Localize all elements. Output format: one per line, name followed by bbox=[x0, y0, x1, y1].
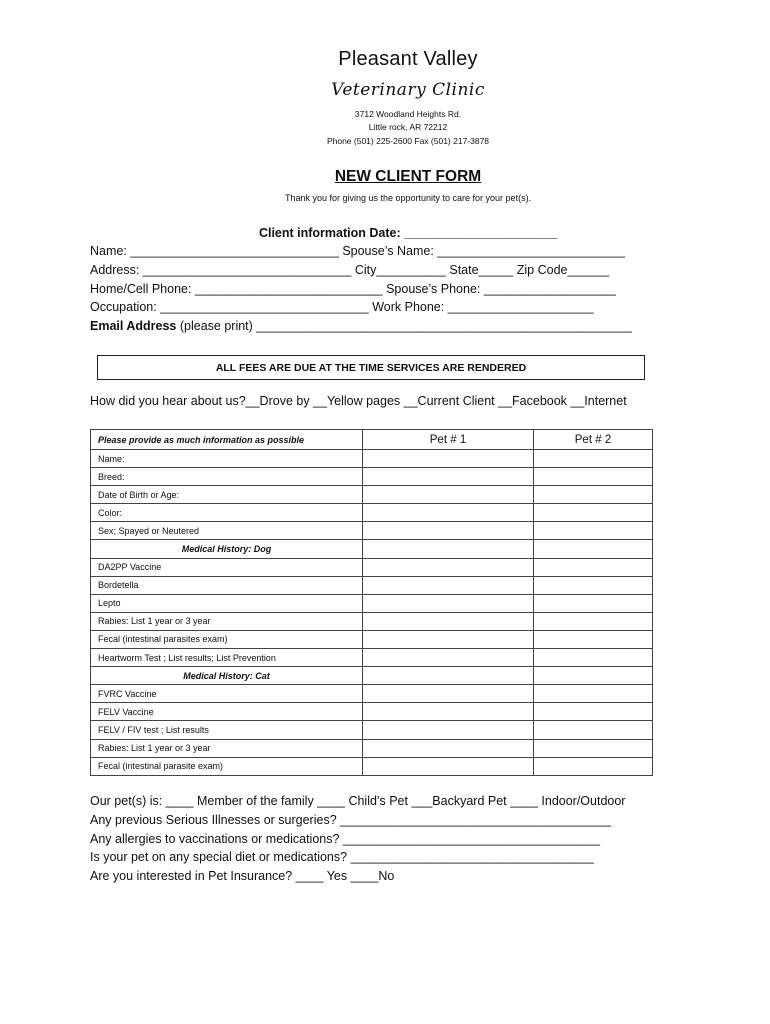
occupation-field[interactable]: Occupation: ______________________________ Work Phone: _____________________ bbox=[90, 300, 594, 314]
pet2-cell[interactable] bbox=[534, 486, 653, 504]
illness-question[interactable]: Any previous Serious Illnesses or surgeries? _______________________________________ bbox=[90, 813, 612, 827]
table-row bbox=[91, 594, 653, 612]
section-label-cat: Medical History: Cat bbox=[91, 667, 363, 685]
pet2-cell[interactable] bbox=[534, 721, 653, 739]
pet2-cell[interactable] bbox=[534, 558, 653, 576]
table-row bbox=[91, 739, 653, 757]
pet1-cell bbox=[363, 667, 534, 685]
pet1-cell[interactable] bbox=[363, 685, 534, 703]
pet2-cell[interactable] bbox=[534, 649, 653, 667]
row-label: Color: bbox=[91, 504, 363, 522]
row-label: Bordetella bbox=[91, 576, 363, 594]
pet1-cell[interactable] bbox=[363, 703, 534, 721]
client-info-date-field[interactable]: Client information Date: ______________________ bbox=[258, 226, 558, 240]
email-field[interactable] bbox=[90, 319, 632, 333]
phone-field[interactable]: Home/Cell Phone: ___________________________ Spouse’s Phone: ___________________ bbox=[90, 282, 616, 296]
table-row bbox=[91, 486, 653, 504]
table-row bbox=[91, 450, 653, 468]
pet1-cell[interactable] bbox=[363, 468, 534, 486]
table-row bbox=[91, 649, 653, 667]
table-instruction-header: Please provide as much information as possible bbox=[91, 430, 363, 450]
clinic-subtitle: Veterinary Clinic bbox=[331, 80, 485, 100]
clinic-phone-fax: Phone (501) 225-2600 Fax (501) 217-3878 bbox=[326, 136, 490, 146]
table-row bbox=[91, 630, 653, 648]
row-label: Rabies: List 1 year or 3 year bbox=[91, 739, 363, 757]
pet2-cell[interactable] bbox=[534, 522, 653, 540]
row-label: Fecal (intestinal parasites exam) bbox=[91, 630, 363, 648]
pet1-cell[interactable] bbox=[363, 739, 534, 757]
address-field[interactable]: Address: ______________________________ City__________ State_____ Zip Code______ bbox=[90, 263, 610, 277]
pet1-cell[interactable] bbox=[363, 721, 534, 739]
referral-source-field[interactable]: How did you hear about us?__Drove by __Yellow pages __Current Client __Facebook __Internet bbox=[90, 394, 627, 408]
table-row bbox=[91, 504, 653, 522]
section-row-dog bbox=[91, 540, 653, 558]
table-row bbox=[91, 558, 653, 576]
pet-role-question[interactable]: Our pet(s) is: ____ Member of the family ____ Child’s Pet ___Backyard Pet ____ Indoor/Outdoor bbox=[90, 794, 626, 808]
pet1-cell[interactable] bbox=[363, 504, 534, 522]
pet1-cell[interactable] bbox=[363, 522, 534, 540]
pet1-cell[interactable] bbox=[363, 450, 534, 468]
clinic-address-line: 3712 Woodland Heights Rd. bbox=[354, 109, 462, 119]
pet1-cell[interactable] bbox=[363, 630, 534, 648]
pet1-cell[interactable] bbox=[363, 757, 534, 775]
pet2-cell[interactable] bbox=[534, 739, 653, 757]
pet1-cell[interactable] bbox=[363, 594, 534, 612]
row-label: FELV / FIV test ; List results bbox=[91, 721, 363, 739]
insurance-question[interactable]: Are you interested in Pet Insurance? ____ Yes ____No bbox=[90, 869, 395, 883]
pet2-cell[interactable] bbox=[534, 594, 653, 612]
form-title: NEW CLIENT FORM bbox=[334, 168, 482, 185]
pet2-header: Pet # 2 bbox=[534, 430, 653, 450]
row-label: Breed: bbox=[91, 468, 363, 486]
row-label: Name: bbox=[91, 450, 363, 468]
pet-info-rows bbox=[91, 450, 653, 776]
pet1-cell bbox=[363, 540, 534, 558]
row-label: Date of Birth or Age: bbox=[91, 486, 363, 504]
pet2-cell[interactable] bbox=[534, 703, 653, 721]
fees-notice: ALL FEES ARE DUE AT THE TIME SERVICES ARE RENDERED bbox=[97, 355, 645, 380]
pet1-cell[interactable] bbox=[363, 649, 534, 667]
table-header-row bbox=[91, 430, 653, 450]
row-label: FVRC Vaccine bbox=[91, 685, 363, 703]
row-label: Lepto bbox=[91, 594, 363, 612]
table-row bbox=[91, 685, 653, 703]
row-label: FELV Vaccine bbox=[91, 703, 363, 721]
pet2-cell[interactable] bbox=[534, 757, 653, 775]
table-row bbox=[91, 468, 653, 486]
table-row bbox=[91, 757, 653, 775]
table-row bbox=[91, 576, 653, 594]
pet1-cell[interactable] bbox=[363, 576, 534, 594]
pet2-cell[interactable] bbox=[534, 504, 653, 522]
allergy-question[interactable]: Any allergies to vaccinations or medications? _____________________________________ bbox=[90, 832, 601, 846]
table-row bbox=[91, 721, 653, 739]
pet2-cell[interactable] bbox=[534, 630, 653, 648]
diet-question[interactable]: Is your pet on any special diet or medications? ___________________________________ bbox=[90, 850, 594, 864]
pet1-cell[interactable] bbox=[363, 486, 534, 504]
section-row-cat bbox=[91, 667, 653, 685]
pet2-cell bbox=[534, 667, 653, 685]
pet1-cell[interactable] bbox=[363, 612, 534, 630]
row-label: Rabies: List 1 year or 3 year bbox=[91, 612, 363, 630]
pet2-cell[interactable] bbox=[534, 612, 653, 630]
email-blank[interactable]: (please print) ______________________________________________________ bbox=[176, 319, 632, 333]
pet2-cell[interactable] bbox=[534, 450, 653, 468]
clinic-name: Pleasant Valley bbox=[338, 48, 478, 70]
pet1-cell[interactable] bbox=[363, 558, 534, 576]
section-label-dog: Medical History: Dog bbox=[91, 540, 363, 558]
clinic-city-line: Little rock, AR 72212 bbox=[368, 122, 448, 132]
row-label: Heartworm Test ; List results; List Prevention bbox=[91, 649, 363, 667]
pet-info-table bbox=[90, 429, 653, 776]
pet2-cell[interactable] bbox=[534, 576, 653, 594]
pet2-cell[interactable] bbox=[534, 685, 653, 703]
pet2-cell bbox=[534, 540, 653, 558]
email-label: Email Address bbox=[90, 319, 177, 333]
row-label: DA2PP Vaccine bbox=[91, 558, 363, 576]
table-row bbox=[91, 612, 653, 630]
name-spouse-field[interactable]: Name: ______________________________ Spouse’s Name: ___________________________ bbox=[90, 244, 625, 258]
row-label: Sex; Spayed or Neutered bbox=[91, 522, 363, 540]
table-row bbox=[91, 522, 653, 540]
pet2-cell[interactable] bbox=[534, 468, 653, 486]
thank-you-note: Thank you for giving us the opportunity to care for your pet(s). bbox=[284, 193, 532, 203]
pet1-header: Pet # 1 bbox=[363, 430, 534, 450]
table-row bbox=[91, 703, 653, 721]
row-label: Fecal (intestinal parasite exam) bbox=[91, 757, 363, 775]
